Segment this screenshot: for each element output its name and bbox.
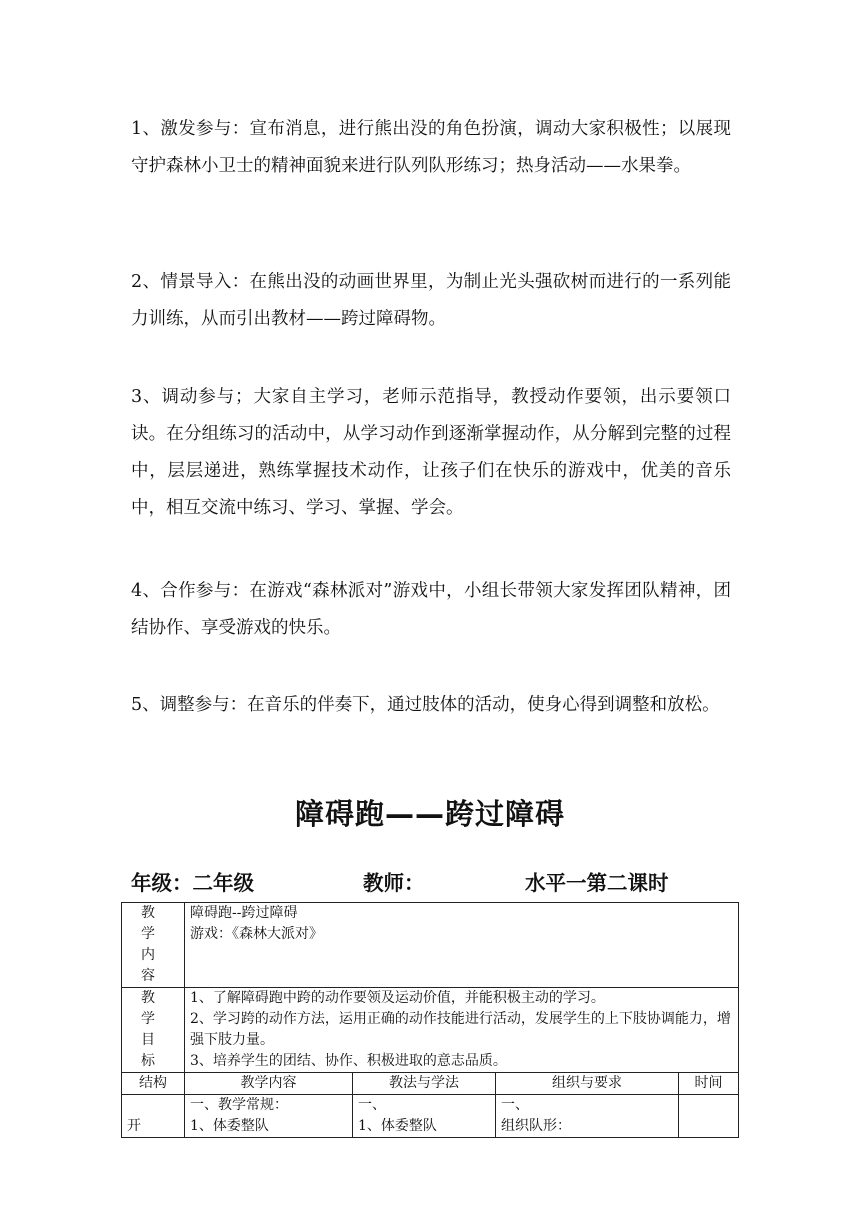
table-header-row	[122, 1073, 739, 1095]
content-label-cell	[122, 903, 185, 988]
paragraph-3: 3、调动参与；大家自主学习，老师示范指导，教授动作要领，出示要领口诀。在分组练习的活动中，从学习动作到逐渐掌握动作，从分解到完整的过程中，层层递进，熟练掌握技术动作，让孩子们在快乐的游戏中，优美的音乐中，相互交流中练习、学习、掌握、学会。	[131, 387, 731, 518]
level-label: 水平一第二课时	[525, 871, 669, 895]
lesson-plan-table	[121, 902, 739, 1138]
goal-2: 2、学习跨的动作方法，运用正确的动作技能进行活动，发展学生的上下肢协调能力，增强下肢力量。	[190, 1011, 731, 1048]
goal-3: 3、培养学生的团结、协作、积极进取的意志品质。	[190, 1053, 507, 1069]
header-time: 时间	[679, 1073, 739, 1095]
row-org-2: 组织队形：	[501, 1118, 571, 1134]
paragraph-5: 5、调整参与：在音乐的伴奏下，通过肢体的活动，使身心得到调整和放松。	[131, 695, 720, 715]
header-structure: 结构	[122, 1073, 185, 1095]
teacher-label: 教师：	[363, 871, 425, 895]
header-method: 教法与学法	[353, 1073, 496, 1095]
row-content-1: 一、教学常规：	[190, 1097, 288, 1113]
paragraph-1: 1、激发参与：宣布消息，进行熊出没的角色扮演，调动大家积极性；以展现守护森林小卫士的精神面貌来进行队列队形练习；热身活动——水果拳。	[131, 119, 731, 176]
row-method-2: 1、体委整队	[358, 1118, 437, 1134]
content-label-2: 内 容	[141, 947, 165, 984]
header-content: 教学内容	[185, 1073, 353, 1095]
goal-label-1: 教 学	[141, 990, 165, 1027]
row-time-cell	[679, 1095, 739, 1138]
goal-label-cell	[122, 988, 185, 1073]
goal-1: 1、了解障碍跑中跨的动作要领及运动价值，并能积极主动的学习。	[190, 990, 605, 1006]
goal-label-2: 目 标	[141, 1032, 165, 1069]
content-label-1: 教 学	[141, 905, 165, 942]
structure-cell: 开	[122, 1095, 185, 1138]
content-cell	[185, 903, 739, 988]
lesson-meta	[131, 866, 731, 898]
table-row-goals	[122, 988, 739, 1073]
row-content-cell	[185, 1095, 353, 1138]
lesson-title: 障碍跑——跨过障碍	[294, 797, 565, 831]
header-organization: 组织与要求	[496, 1073, 679, 1095]
row-method-1: 一、	[358, 1097, 386, 1113]
content-line-1: 障碍跑--跨过障碍	[190, 905, 298, 921]
row-content-2: 1、体委整队	[190, 1118, 269, 1134]
row-method-cell	[353, 1095, 496, 1138]
paragraph-2: 2、情景导入：在熊出没的动画世界里，为制止光头强砍树而进行的一系列能力训练，从而引出教材——跨过障碍物。	[131, 272, 731, 329]
table-row-content	[122, 903, 739, 988]
paragraph-4: 4、合作参与：在游戏“森林派对”游戏中，小组长带领大家发挥团队精神，团结协作、享受游戏的快乐。	[131, 581, 731, 638]
grade-label: 年级：二年级	[131, 871, 254, 895]
row-org-cell	[496, 1095, 679, 1138]
row-org-1: 一、	[501, 1097, 529, 1113]
content-line-2: 游戏：《森林大派对》	[190, 926, 323, 942]
goals-cell	[185, 988, 739, 1073]
table-row-start	[122, 1095, 739, 1138]
